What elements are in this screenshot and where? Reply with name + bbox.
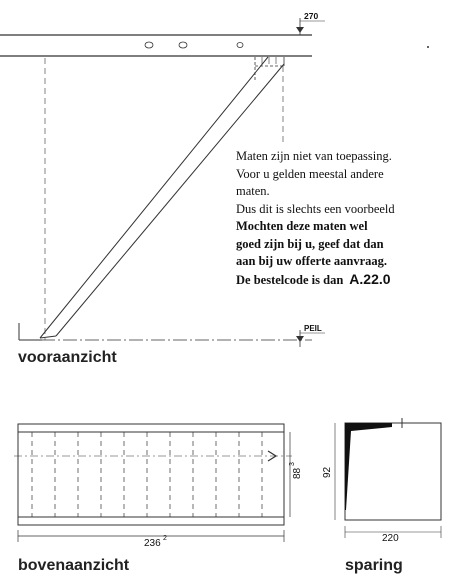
note-line: Dus dit is slechts een voorbeeld <box>236 201 395 216</box>
order-code: A.22.0 <box>349 270 391 287</box>
note-bold-line: aan bij uw offerte aanvraag. <box>236 254 388 268</box>
peil-label: PEIL <box>304 324 322 333</box>
note-line: Maten zijn niet van toepassing. <box>236 149 392 163</box>
stringer-edge-outer <box>40 57 268 338</box>
opening-height-label: 92 <box>322 466 333 478</box>
opening-label: sparing <box>345 557 403 574</box>
beam-bolt <box>237 43 243 48</box>
top-view <box>14 424 292 542</box>
stringer-bottom-cut <box>40 336 56 338</box>
order-code-line <box>236 271 454 290</box>
peil-arrow <box>296 336 304 342</box>
stray-dot <box>427 46 429 48</box>
note-line: maten. <box>236 184 270 198</box>
plan-width-sup: 3 <box>289 462 296 466</box>
disclaimer-note <box>236 148 454 289</box>
top-view-label: bovenaanzicht <box>18 557 130 574</box>
opening-width-label: 220 <box>382 533 399 544</box>
plan-length-label: 236 <box>144 538 161 549</box>
opening-view <box>335 418 441 538</box>
dim-270-arrow <box>296 27 304 33</box>
note-line: Voor u gelden meestal andere <box>236 166 384 181</box>
opening-outline <box>345 423 441 520</box>
note-bold-line: Mochten deze maten wel <box>236 219 368 233</box>
front-view-label: vooraanzicht <box>18 349 117 366</box>
opening-corner-fill <box>345 423 392 510</box>
step-lines <box>32 432 262 517</box>
note-bold-line: goed zijn bij u, geef dat dan <box>236 236 384 251</box>
beam-bolt <box>145 42 153 48</box>
order-code-prefix: De bestelcode is dan <box>236 272 344 287</box>
stringer-top <box>18 424 284 432</box>
dim-270-label: 270 <box>304 11 319 21</box>
beam-bolt <box>179 42 187 48</box>
plan-width-label: 88 <box>292 467 303 479</box>
stringer-bottom <box>18 517 284 525</box>
plan-length-sup: 2 <box>163 535 167 542</box>
